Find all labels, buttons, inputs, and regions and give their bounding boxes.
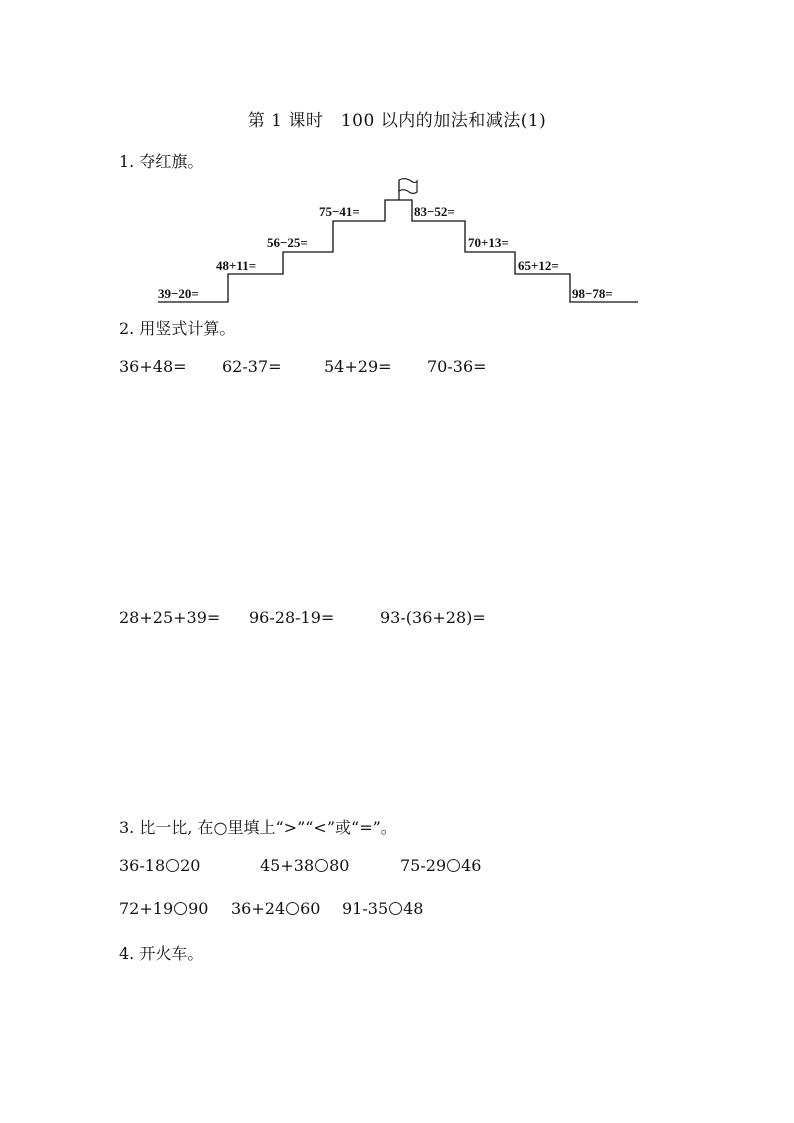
section-2-heading: 2. 用竖式计算。 bbox=[119, 319, 236, 338]
step-label: 70+13= bbox=[468, 235, 509, 250]
step-label: 56−25= bbox=[267, 235, 308, 250]
answer-circle[interactable] bbox=[315, 859, 328, 872]
calc-problem: 36+48= bbox=[119, 357, 187, 376]
step-label: 83−52= bbox=[414, 204, 455, 219]
compare-item bbox=[400, 856, 481, 875]
compare-item bbox=[260, 856, 349, 875]
compare-left: 75-29 bbox=[400, 856, 447, 875]
compare-right: 48 bbox=[403, 899, 424, 918]
compare-item bbox=[119, 856, 200, 875]
compare-left: 72+19 bbox=[119, 899, 174, 918]
calc-problem: 70-36= bbox=[427, 357, 487, 376]
step-label: 39−20= bbox=[158, 286, 199, 301]
compare-item bbox=[231, 899, 320, 918]
compare-right: 90 bbox=[188, 899, 209, 918]
section-4-heading: 4. 开火车。 bbox=[119, 944, 204, 963]
step-label: 75−41= bbox=[319, 204, 360, 219]
compare-item bbox=[342, 899, 423, 918]
page-title: 第 1 课时 100 以内的加法和减法(1) bbox=[247, 111, 547, 131]
compare-item bbox=[119, 899, 208, 918]
answer-circle[interactable] bbox=[389, 902, 402, 915]
calc-problem: 54+29= bbox=[324, 357, 392, 376]
answer-circle[interactable] bbox=[447, 859, 460, 872]
calc-problem: 96-28-19= bbox=[249, 608, 335, 627]
step-label: 48+11= bbox=[216, 258, 257, 273]
step-label: 98−78= bbox=[572, 286, 613, 301]
compare-left: 36+24 bbox=[231, 899, 286, 918]
answer-circle[interactable] bbox=[166, 859, 179, 872]
answer-circle[interactable] bbox=[286, 902, 299, 915]
compare-right: 46 bbox=[461, 856, 482, 875]
stair-diagram bbox=[150, 172, 650, 307]
compare-right: 80 bbox=[329, 856, 350, 875]
calc-problem: 93-(36+28)= bbox=[380, 608, 486, 627]
compare-left: 45+38 bbox=[260, 856, 315, 875]
calc-problem: 28+25+39= bbox=[119, 608, 221, 627]
section-3-heading: 3. 比一比, 在○里填上“>”“<”或“=”。 bbox=[119, 818, 397, 837]
compare-left: 36-18 bbox=[119, 856, 166, 875]
compare-right: 60 bbox=[300, 899, 321, 918]
step-label: 65+12= bbox=[518, 258, 559, 273]
flag-icon bbox=[399, 179, 417, 200]
compare-left: 91-35 bbox=[342, 899, 389, 918]
compare-right: 20 bbox=[180, 856, 201, 875]
answer-circle[interactable] bbox=[174, 902, 187, 915]
calc-problem: 62-37= bbox=[222, 357, 282, 376]
section-1-heading: 1. 夺红旗。 bbox=[119, 152, 204, 171]
